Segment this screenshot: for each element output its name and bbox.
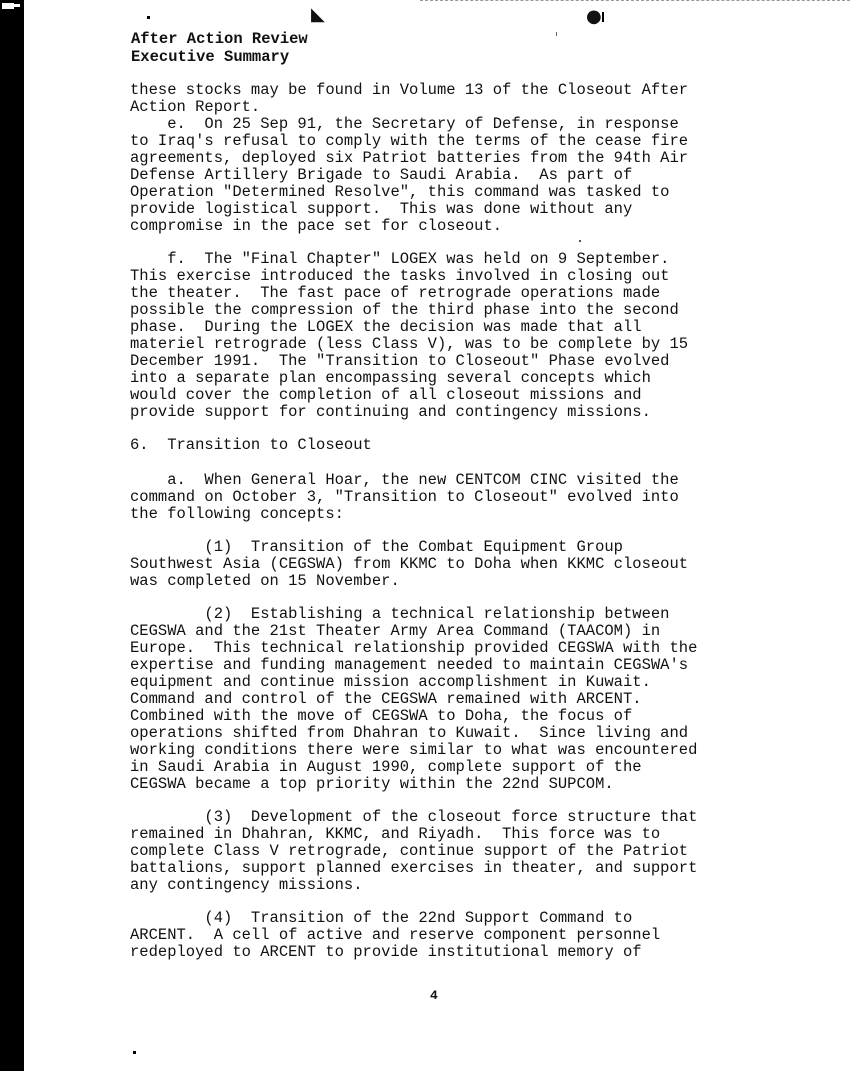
paragraph-3 — [130, 809, 830, 894]
text-line: (1) Transition of the Combat Equipment Group — [130, 538, 623, 556]
text-line: f. The "Final Chapter" LOGEX was held on 9 September. — [130, 250, 670, 268]
paragraph-stocks-and-e — [130, 82, 830, 235]
text-line: agreements, deployed six Patriot batteries from the 94th Air — [130, 149, 689, 167]
scan-speck — [147, 16, 150, 19]
text-line: CEGSWA became a top priority within the 22nd SUPCOM. — [130, 775, 614, 793]
paragraph-f — [130, 251, 830, 421]
text-line: working conditions there were similar to what was encountered — [130, 741, 698, 759]
text-line: operations shifted from Dhahran to Kuwait. Since living and — [130, 724, 689, 742]
text-line: e. On 25 Sep 91, the Secretary of Defense, in response — [130, 115, 679, 133]
scan-speck — [602, 12, 604, 22]
scan-edge-notch — [12, 4, 20, 7]
paragraph-1 — [130, 539, 830, 590]
text-line: (2) Establishing a technical relationship between — [130, 605, 670, 623]
text-line: phase. During the LOGEX the decision was made that all — [130, 318, 642, 336]
text-line: the theater. The fast pace of retrograde operations made — [130, 284, 661, 302]
text-line: to Iraq's refusal to comply with the terms of the cease fire — [130, 132, 689, 150]
text-line: the following concepts: — [130, 505, 344, 523]
header-subtitle: Executive Summary — [131, 48, 290, 66]
text-line: possible the compression of the third phase into the second — [130, 301, 679, 319]
text-line: was completed on 15 November. — [130, 572, 400, 590]
scan-speck — [556, 32, 557, 36]
scan-speck — [133, 1051, 136, 1054]
text-line: This exercise introduced the tasks involved in closing out — [130, 267, 670, 285]
text-line: compromise in the pace set for closeout. — [130, 217, 503, 235]
paragraph-4 — [130, 910, 830, 961]
header-title: After Action Review — [131, 30, 308, 48]
text-line: redeployed to ARCENT to provide institutional memory of — [130, 943, 642, 961]
text-line: (4) Transition of the 22nd Support Command to — [130, 909, 633, 927]
text-line: Action Report. — [130, 98, 261, 116]
text-line: complete Class V retrograde, continue support of the Patriot — [130, 842, 689, 860]
scan-mark-left: ◣ — [311, 4, 325, 25]
text-line: Europe. This technical relationship provided CEGSWA with the — [130, 639, 698, 657]
scan-top-rule — [420, 0, 850, 2]
text-line: expertise and funding management needed to maintain CEGSWA's — [130, 656, 689, 674]
text-line: provide logistical support. This was done without any — [130, 200, 633, 218]
section-title: 6. Transition to Closeout — [130, 436, 372, 454]
text-line: would cover the completion of all closeout missions and — [130, 386, 642, 404]
document-body — [130, 82, 830, 961]
text-line: provide support for continuing and contingency missions. — [130, 403, 651, 421]
text-line: command on October 3, "Transition to Closeout" evolved into — [130, 488, 679, 506]
text-line: in Saudi Arabia in August 1990, complete support of the — [130, 758, 642, 776]
section-heading — [130, 437, 830, 454]
text-line: Combined with the move of CEGSWA to Doha, the focus of — [130, 707, 633, 725]
text-line: remained in Dhahran, KKMC, and Riyadh. This force was to — [130, 825, 661, 843]
text-line: any contingency missions. — [130, 876, 363, 894]
text-line: Operation "Determined Resolve", this command was tasked to — [130, 183, 670, 201]
document-header — [131, 30, 308, 66]
text-line: battalions, support planned exercises in theater, and support — [130, 859, 698, 877]
text-line: (3) Development of the closeout force structure that — [130, 808, 698, 826]
paragraph-2 — [130, 606, 830, 793]
text-line: into a separate plan encompassing several concepts which — [130, 369, 651, 387]
text-line: a. When General Hoar, the new CENTCOM CINC visited the — [130, 471, 679, 489]
text-line: Southwest Asia (CEGSWA) from KKMC to Doha when KKMC closeout — [130, 555, 689, 573]
text-line: materiel retrograde (less Class V), was to be complete by 15 — [130, 335, 689, 353]
text-line: these stocks may be found in Volume 13 of the Closeout After — [130, 81, 689, 99]
text-line: Command and control of the CEGSWA remained with ARCENT. — [130, 690, 642, 708]
text-line: ARCENT. A cell of active and reserve component personnel — [130, 926, 661, 944]
paragraph-a — [130, 472, 830, 523]
page-number: 4 — [430, 988, 438, 1003]
text-line: December 1991. The "Transition to Closeout" Phase evolved — [130, 352, 670, 370]
text-line: CEGSWA and the 21st Theater Army Area Command (TAACOM) in — [130, 622, 661, 640]
text-line: equipment and continue mission accomplishment in Kuwait. — [130, 673, 651, 691]
scan-mark-right: ● — [586, 6, 602, 27]
text-line: Defense Artillery Brigade to Saudi Arabia. As part of — [130, 166, 633, 184]
scan-edge-bar — [0, 0, 24, 1071]
